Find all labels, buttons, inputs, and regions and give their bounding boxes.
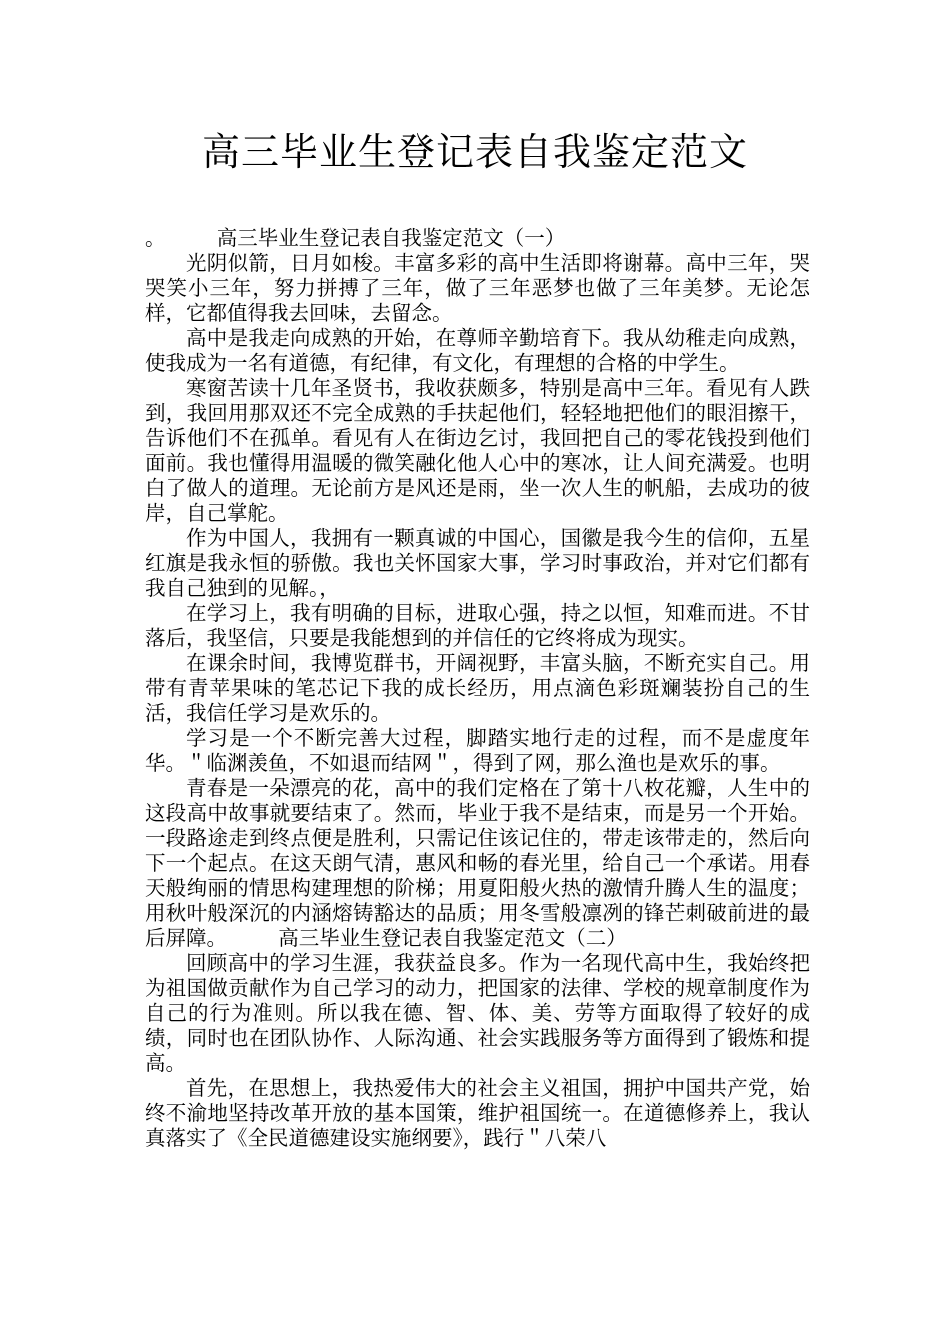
section-one-heading-line bbox=[145, 226, 810, 251]
section-two-heading: 高三毕业生登记表自我鉴定范文（二） bbox=[278, 926, 627, 950]
paragraph: 在课余时间，我博览群书，开阔视野，丰富头脑，不断充实自己。用带有青苹果味的笔芯记下我的成长经历，用点滴色彩斑斓装扮自己的生活，我信任学习是欢乐的。 bbox=[145, 651, 810, 725]
paragraph: 学习是一个不断完善大过程，脚踏实地行走的过程，而不是虚度年华。＂临渊羡鱼，不如退而结网＂，得到了网，那么渔也是欢乐的事。 bbox=[145, 726, 810, 775]
paragraph: 作为中国人，我拥有一颗真诚的中国心，国徽是我今生的信仰，五星红旗是我永恒的骄傲。我也关怀国家大事，学习时事政治，并对它们都有我自己独到的见解。， bbox=[145, 526, 810, 600]
paragraph: 在学习上，我有明确的目标，进取心强，持之以恒，知难而进。不甘落后，我坚信，只要是我能想到的并信任的它终将成为现实。 bbox=[145, 601, 810, 650]
paragraph: 高中是我走向成熟的开始，在尊师辛勤培育下。我从幼稚走向成熟，使我成为一名有道德，有纪律，有文化，有理想的合格的中学生。 bbox=[145, 326, 810, 375]
document-title: 高三毕业生登记表自我鉴定范文 bbox=[201, 130, 748, 174]
section-one-heading: 高三毕业生登记表自我鉴定范文（一） bbox=[216, 226, 566, 250]
paragraph: 首先，在思想上，我热爱伟大的社会主义祖国，拥护中国共产党，始终不渝地坚持改革开放的基本国策，维护祖国统一。在道德修养上，我认真落实了《全民道德建设实施纲要》，践行＂八荣八 bbox=[145, 1076, 810, 1150]
paragraph: 回顾高中的学习生涯，我获益良多。作为一名现代高中生，我始终把为祖国做贡献作为自己学习的动力，把国家的法律、学校的规章制度作为自己的行为准则。所以我在德、智、体、美、劳等方面取得了较好的成绩，同时也在团队协作、人际沟通、社会实践服务等方面得到了锻炼和提高。 bbox=[145, 951, 810, 1075]
paragraph-text: 青春是一朵漂亮的花，高中的我们定格在了第十八枚花瓣，人生中的这段高中故事就要结束了。然而，毕业于我不是结束，而是另一个开始。一段路途走到终点便是胜利，只需记住该记住的，带走该带走的，然后向下一个起点。在这天朗气清，惠风和畅的春光里，给自己一个承诺。用春天般绚丽的情思构建理想的阶梯；用夏阳般火热的激情升腾人生的温度；用秋叶般深沉的内涵熔铸豁达的品质；用冬雪般凛冽的锋芒刺破前进的最后屏障。 bbox=[145, 776, 810, 950]
paragraph-with-heading bbox=[145, 776, 810, 951]
leading-mark: 。 bbox=[145, 226, 166, 250]
document-body bbox=[145, 226, 810, 1151]
paragraph: 寒窗苦读十几年圣贤书，我收获颇多，特别是高中三年。看见有人跌到，我回用那双还不完全成熟的手扶起他们，轻轻地把他们的眼泪擦干，告诉他们不在孤单。看见有人在街边乞讨，我回把自己的零花钱投到他们面前。我也懂得用温暖的微笑融化他人心中的寒冰，让人间充满爱。也明白了做人的道理。无论前方是风还是雨，坐一次人生的帆船，去成功的彼岸，自己掌舵。 bbox=[145, 376, 810, 525]
paragraph: 光阴似箭，日月如梭。丰富多彩的高中生活即将谢幕。高中三年，哭哭笑小三年，努力拼搏了三年，做了三年恶梦也做了三年美梦。无论怎样，它都值得我去回味，去留念。 bbox=[145, 251, 810, 325]
